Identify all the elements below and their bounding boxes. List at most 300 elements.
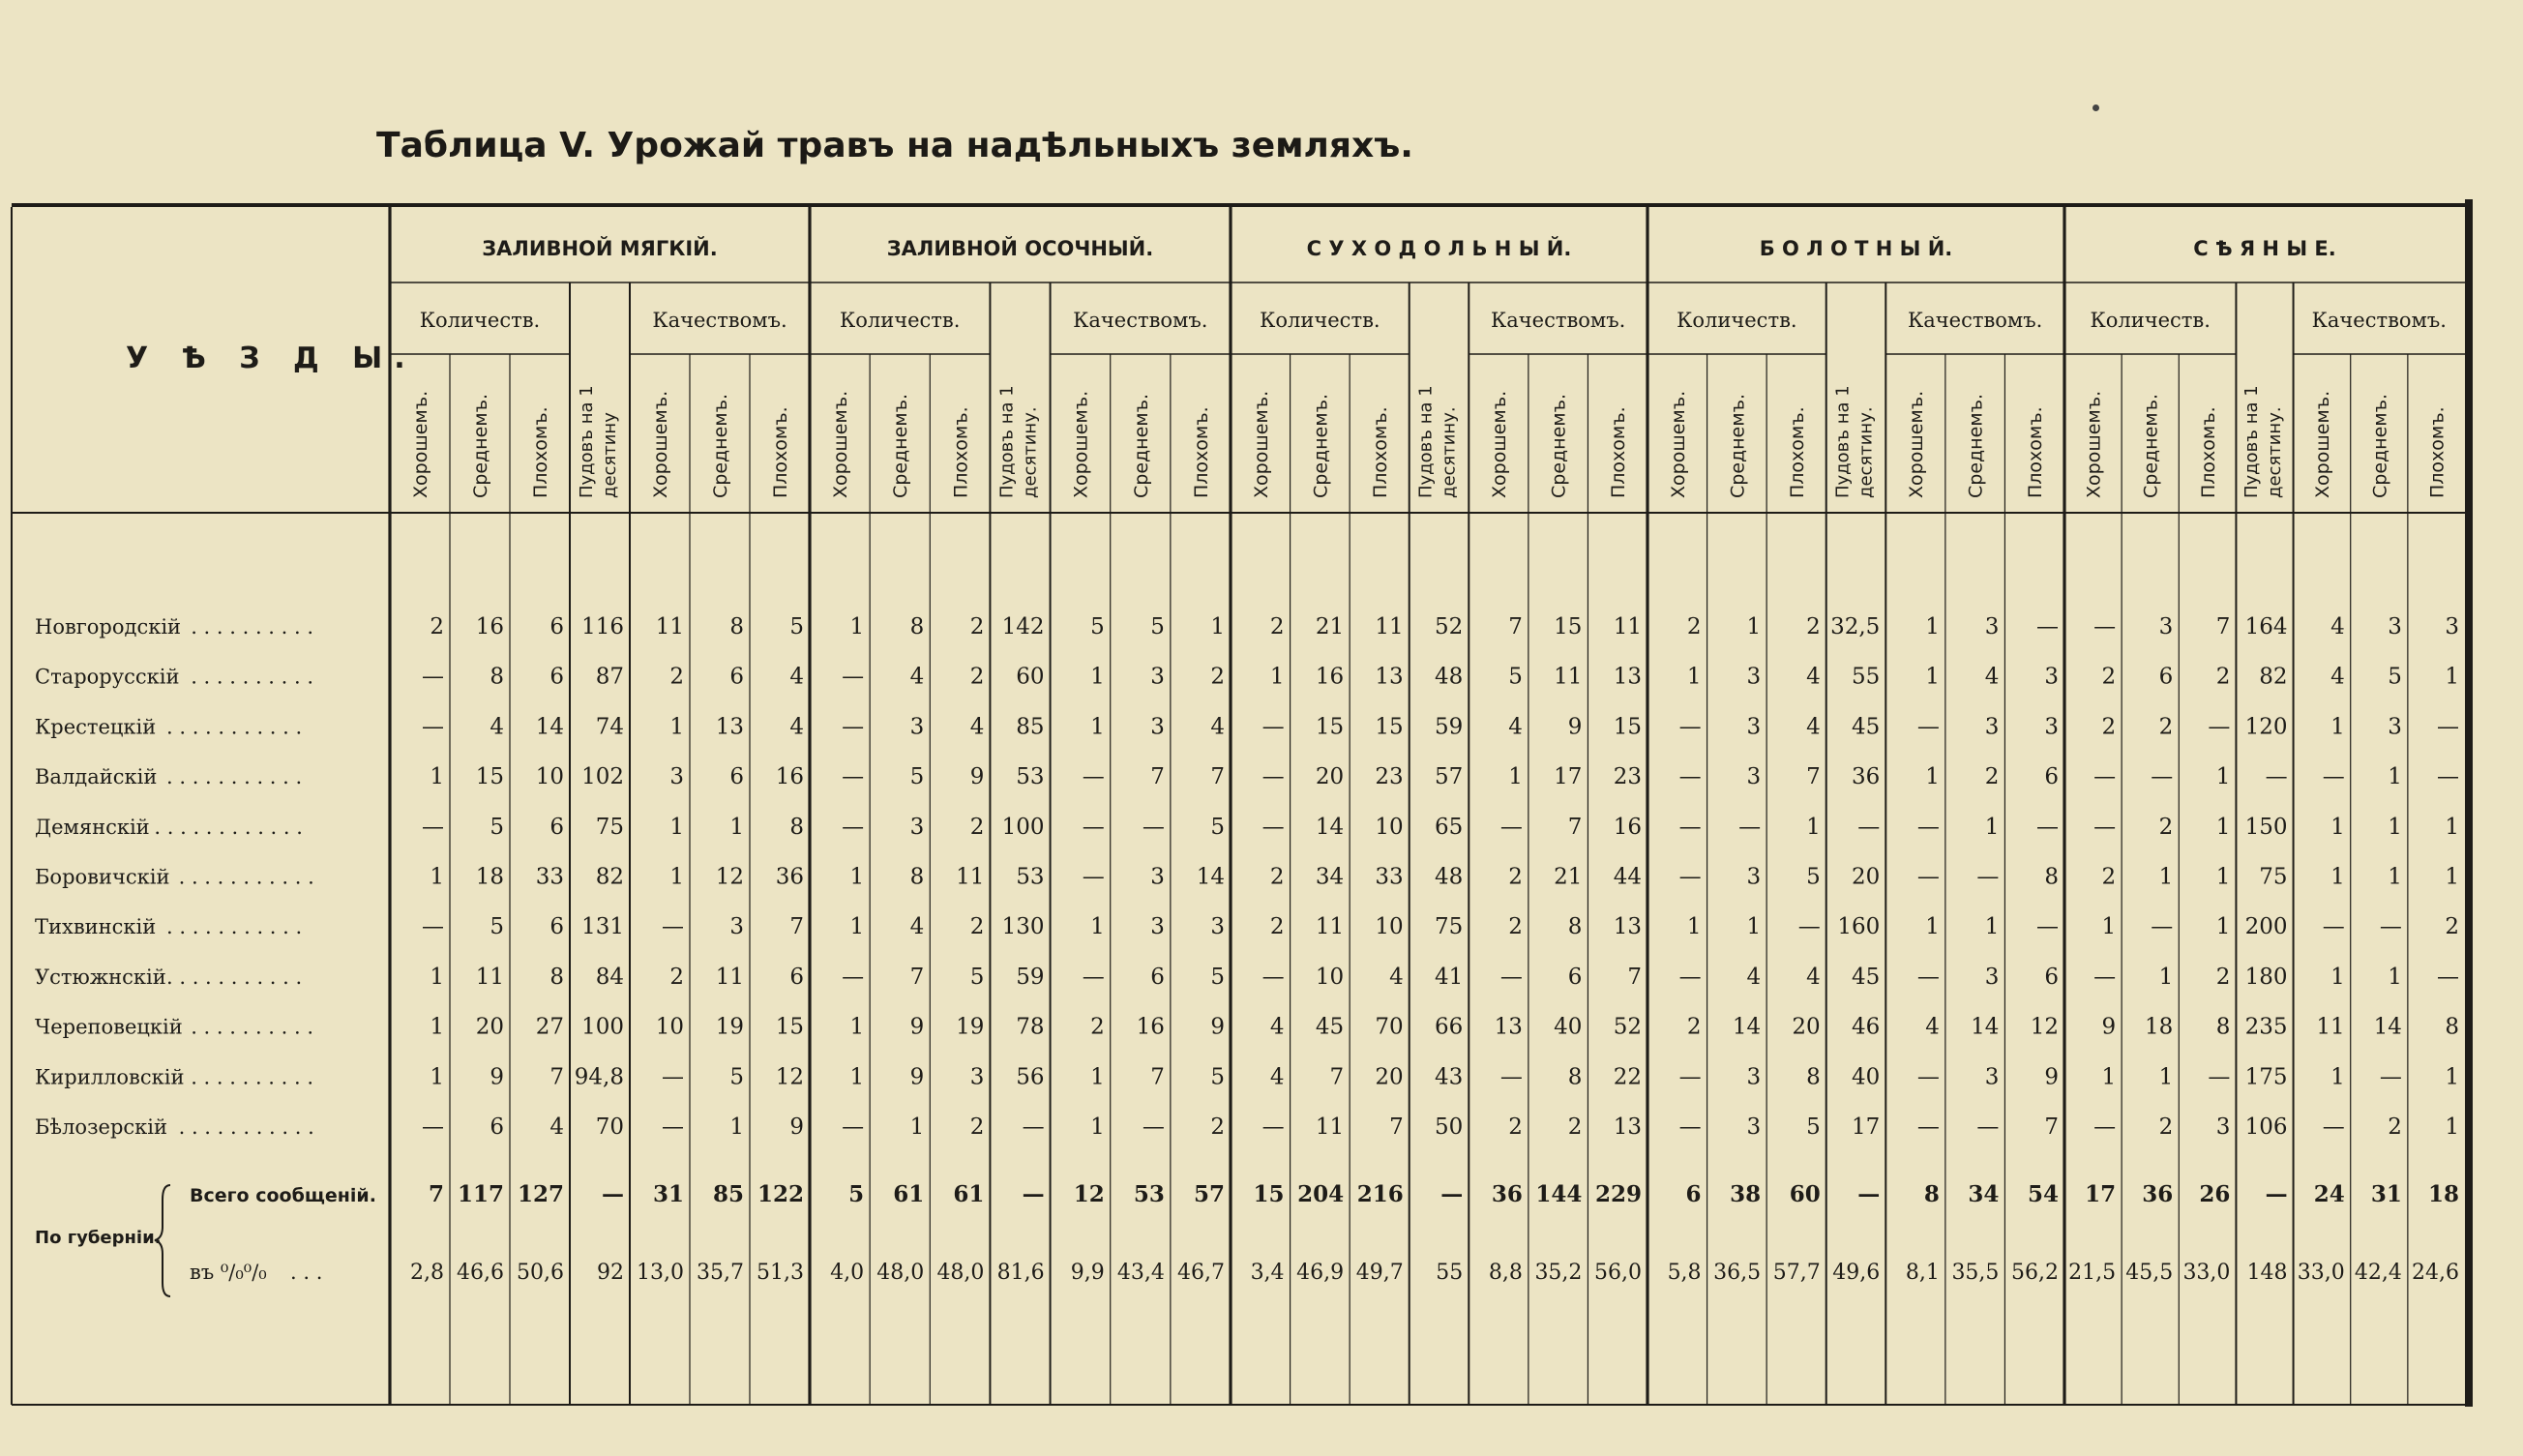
table-cell: — (1797, 914, 1821, 940)
table-cell: 4 (2330, 614, 2345, 639)
table-cell: 5 (969, 964, 985, 990)
table-cell: — (2036, 914, 2059, 940)
table-cell: 14 (1732, 1014, 1762, 1040)
table-cell: 59 (1435, 714, 1464, 740)
percent-cell: 48,0 (876, 1261, 925, 1285)
column-header: десятину. (1439, 406, 1460, 498)
column-header: Плохомъ. (530, 406, 551, 498)
table-cell: 52 (1613, 1014, 1642, 1040)
table-cell: — (1678, 714, 1702, 740)
percent-cell: 92 (597, 1261, 624, 1285)
table-cell: 8 (909, 614, 925, 639)
table-cell: 9 (1567, 714, 1583, 740)
table-cell: — (1916, 714, 1940, 740)
table-cell: 10 (655, 1014, 684, 1040)
table-cell: 14 (2373, 1014, 2402, 1040)
total-cell: 54 (2027, 1181, 2059, 1207)
total-cell: — (2265, 1181, 2288, 1207)
percent-cell: 24,6 (2412, 1261, 2459, 1285)
table-cell: — (1082, 814, 1105, 840)
table-cell: — (2208, 714, 2231, 740)
column-header: десятину (600, 412, 620, 498)
percent-cell: 56,2 (2011, 1261, 2059, 1285)
percent-cell: 33,0 (2297, 1261, 2345, 1285)
table-cell: 4 (1984, 664, 2000, 690)
column-header: Плохомъ. (1786, 406, 1808, 498)
table-cell: 19 (956, 1014, 985, 1040)
leader-dots: . . . . . . . . . . . (166, 715, 303, 739)
column-header: Плохомъ. (770, 406, 791, 498)
table-cell: 87 (595, 664, 624, 690)
table-cell: 1 (849, 1014, 865, 1040)
table-cell: — (842, 1114, 865, 1140)
table-cell: — (842, 664, 865, 690)
table-cell: 4 (549, 1114, 564, 1140)
table-cell: 4 (1925, 1014, 1940, 1040)
table-cell: — (1678, 814, 1702, 840)
table-cell: 8 (2445, 1014, 2459, 1040)
table-cell: 1 (2158, 964, 2174, 990)
district-name: Крестецкій (35, 715, 157, 739)
column-header: Хорошемъ. (650, 390, 671, 498)
leader-dots: . . . . . . . . . . . (178, 865, 314, 889)
table-cell: 1 (430, 1064, 444, 1090)
table-cell: 3 (1150, 664, 1165, 690)
table-cell: 11 (2316, 1014, 2345, 1040)
table-cell: 11 (715, 964, 744, 990)
table-cell: 2 (1269, 864, 1285, 890)
table-cell: 14 (1196, 864, 1225, 890)
table-cell: 1 (430, 864, 444, 890)
table-cell: 11 (1613, 614, 1642, 639)
table-cell: 16 (775, 764, 804, 790)
total-cell: 6 (1685, 1181, 1702, 1207)
table-cell: 2 (2158, 814, 2174, 840)
section-title: ЗАЛИВНОЙ ОСОЧНЫЙ. (886, 237, 1154, 260)
table-cell: 10 (1375, 914, 1404, 940)
table-cell: 60 (1016, 664, 1045, 690)
subheader-quality: Качествомъ. (1907, 309, 2043, 332)
total-cell: 127 (517, 1181, 564, 1207)
table-cell: — (1142, 814, 1165, 840)
table-cell: 33 (1375, 864, 1404, 890)
table-cell: 7 (1329, 1064, 1345, 1090)
table-cell: 46 (1852, 1014, 1881, 1040)
table-cell: 1 (2101, 1064, 2117, 1090)
percent-cell: 55 (1436, 1261, 1464, 1285)
table-cell: 2 (1210, 1114, 1225, 1140)
table-cell: 3 (1746, 1064, 1762, 1090)
table-cell: 1 (2215, 764, 2231, 790)
table-cell: 1 (1090, 1064, 1105, 1090)
table-cell: 8 (789, 814, 804, 840)
total-cell: 5 (848, 1181, 865, 1207)
column-header: Среднемъ. (890, 393, 912, 498)
table-cell: 235 (2244, 1014, 2288, 1040)
table-cell: 12 (775, 1064, 804, 1090)
table-cell: 100 (1001, 814, 1045, 840)
table-cell: — (662, 1064, 684, 1090)
province-label: По губерніи. (35, 1228, 162, 1248)
table-cell: 17 (1852, 1114, 1881, 1140)
table-cell: 11 (1315, 914, 1345, 940)
table-cell: 1 (2158, 864, 2174, 890)
table-cell: 5 (2388, 664, 2402, 690)
section-title: С Ѣ Я Н Ы Е. (2193, 237, 2336, 260)
column-header: Плохомъ. (2426, 406, 2449, 498)
total-cell: — (1022, 1181, 1045, 1207)
table-cell: 20 (475, 1014, 504, 1040)
table-cell: — (2093, 964, 2117, 990)
total-cell: 144 (1535, 1181, 1583, 1207)
column-header: Хорошемъ. (2312, 390, 2334, 498)
table-cell: 50 (1435, 1114, 1464, 1140)
column-header: Хорошемъ. (830, 390, 852, 498)
column-header: Хорошемъ. (1489, 390, 1511, 498)
table-cell: 7 (1567, 814, 1583, 840)
table-cell: 17 (1554, 764, 1583, 790)
column-header: Хорошемъ. (1906, 390, 1928, 498)
table-cell: 5 (1806, 1114, 1821, 1140)
table-cell: 1 (1746, 914, 1762, 940)
column-header: Среднемъ. (1130, 393, 1152, 498)
table-cell: — (1916, 1064, 1940, 1090)
table-cell: 2 (2445, 914, 2459, 940)
table-cell: 43 (1435, 1064, 1464, 1090)
table-cell: 82 (595, 864, 624, 890)
table-cell: 4 (1269, 1014, 1285, 1040)
table-cell: 9 (909, 1064, 925, 1090)
column-header: Пудовъ на 1 (577, 385, 597, 498)
table-cell: 150 (2244, 814, 2288, 840)
table-cell: 2 (1269, 914, 1285, 940)
table-cell: 1 (1746, 614, 1762, 639)
table-cell: — (1857, 814, 1881, 840)
table-cell: 1 (2101, 914, 2117, 940)
table-cell: 20 (1315, 764, 1345, 790)
table-cell: 5 (1210, 1064, 1225, 1090)
section-title: ЗАЛИВНОЙ МЯГКІЙ. (482, 237, 718, 260)
table-cell: 27 (535, 1014, 564, 1040)
table-cell: 75 (1435, 914, 1464, 940)
table-cell: 9 (490, 1064, 504, 1090)
table-cell: 2 (1984, 764, 2000, 790)
table-cell: 14 (1971, 1014, 2000, 1040)
table-cell: 36 (775, 864, 804, 890)
column-header: Среднемъ. (1727, 393, 1749, 498)
total-cell: 204 (1297, 1181, 1345, 1207)
table-cell: 5 (1210, 814, 1225, 840)
total-cell: 60 (1789, 1181, 1821, 1207)
total-cell: — (1857, 1181, 1881, 1207)
table-cell: 4 (1210, 714, 1225, 740)
table-cell: 32,5 (1830, 614, 1881, 639)
total-cell: — (1440, 1181, 1464, 1207)
table-cell: — (1916, 964, 1940, 990)
table-cell: 1 (669, 814, 684, 840)
table-cell: 3 (1150, 914, 1165, 940)
table-cell: 1 (1984, 814, 2000, 840)
table-cell: 45 (1315, 1014, 1345, 1040)
table-cell: 3 (1150, 714, 1165, 740)
table-cell: 160 (1837, 914, 1881, 940)
table-cell: 7 (2215, 614, 2231, 639)
table-cell: 6 (549, 814, 564, 840)
subheader-quantity: Количеств. (1260, 309, 1380, 332)
table-cell: 57 (1435, 764, 1464, 790)
table-cell: 15 (1554, 614, 1583, 639)
table-cell: 7 (1389, 1114, 1404, 1140)
table-cell: — (422, 914, 444, 940)
table-cell: — (1976, 864, 2000, 890)
percent-cell: 9,9 (1070, 1261, 1105, 1285)
table-cell: 6 (2044, 964, 2059, 990)
table-cell: — (1499, 1064, 1523, 1090)
table-cell: 1 (1925, 914, 1940, 940)
table-cell: 6 (1150, 964, 1165, 990)
table-cell: 5 (1150, 614, 1165, 639)
table-cell: 1 (1090, 914, 1105, 940)
table-cell: — (2322, 764, 2345, 790)
table-cell: 4 (789, 664, 804, 690)
total-cell: 24 (2313, 1181, 2345, 1207)
table-cell: — (1262, 1114, 1285, 1140)
table-cell: — (2437, 714, 2459, 740)
table-cell: — (1142, 1114, 1165, 1140)
table-cell: 40 (1554, 1014, 1583, 1040)
table-cell: 4 (1746, 964, 1762, 990)
table-cell: — (422, 814, 444, 840)
table-cell: 15 (475, 764, 504, 790)
percent-cell: 45,5 (2125, 1261, 2174, 1285)
table-cell: 14 (535, 714, 564, 740)
table-cell: 13 (1375, 664, 1404, 690)
table-cell: — (1262, 764, 1285, 790)
table-cell: 34 (1315, 864, 1345, 890)
table-cell: — (2093, 764, 2117, 790)
leader-dots: . . . . . . . . . . . (166, 765, 303, 789)
percent-cell: 8,8 (1488, 1261, 1523, 1285)
table-cell: 1 (1090, 1114, 1105, 1140)
district-name: Тихвинскій (35, 915, 157, 939)
table-cell: — (1499, 964, 1523, 990)
table-cell: 7 (909, 964, 925, 990)
table-cell: 3 (2044, 664, 2059, 690)
table-cell: — (422, 1114, 444, 1140)
table-cell: 16 (475, 614, 504, 639)
table-cell: — (662, 914, 684, 940)
table-cell: 6 (729, 664, 744, 690)
table-cell: — (2093, 814, 2117, 840)
table-cell: 1 (2330, 714, 2345, 740)
table-cell: 3 (1150, 864, 1165, 890)
table-cell: 1 (1925, 764, 1940, 790)
table-cell: 2 (2215, 964, 2231, 990)
table-cell: 3 (969, 1064, 985, 1090)
table-cell: 2 (1090, 1014, 1105, 1040)
table-cell: 5 (490, 814, 504, 840)
district-name: Кирилловскій (35, 1065, 185, 1089)
table-cell: 6 (1567, 964, 1583, 990)
total-cell: 38 (1730, 1181, 1762, 1207)
table-cell: 65 (1435, 814, 1464, 840)
table-cell: — (1916, 864, 1940, 890)
column-header: Хорошемъ. (1667, 390, 1689, 498)
table-cell: 7 (1150, 1064, 1165, 1090)
table-cell: 13 (715, 714, 744, 740)
district-name: Валдайскій (35, 765, 158, 789)
section-title: С У Х О Д О Л Ь Н Ы Й. (1306, 237, 1572, 260)
table-cell: 48 (1435, 864, 1464, 890)
leader-dots: . . . . . . . . . . (191, 615, 314, 639)
table-cell: 1 (2330, 814, 2345, 840)
table-cell: 2 (2388, 1114, 2402, 1140)
total-cell: 31 (652, 1181, 684, 1207)
table-cell: 175 (2244, 1064, 2288, 1090)
column-header: Хорошемъ. (1250, 390, 1272, 498)
table-cell: 6 (549, 664, 564, 690)
table-cell: 13 (1613, 1114, 1642, 1140)
column-header: Пудовъ на 1 (1415, 385, 1437, 498)
table-cell: 5 (490, 914, 504, 940)
leader-dots: . . . . . . . . . . . . (154, 815, 303, 839)
table-cell: — (662, 1114, 684, 1140)
table-cell: 19 (715, 1014, 744, 1040)
percent-cell: 51,3 (757, 1261, 804, 1285)
total-cell: 34 (1968, 1181, 2000, 1207)
column-header: Пудовъ на 1 (996, 385, 1018, 498)
table-cell: 45 (1852, 714, 1881, 740)
table-cell: 4 (2330, 664, 2345, 690)
column-header: Среднемъ. (470, 393, 491, 498)
column-header: Среднемъ. (1548, 393, 1570, 498)
table-cell: 2 (430, 614, 444, 639)
table-cell: — (2208, 1064, 2231, 1090)
table-cell: 4 (909, 664, 925, 690)
table-cell: 18 (475, 864, 504, 890)
column-header: Хорошемъ. (1070, 390, 1092, 498)
table-cell: 9 (909, 1014, 925, 1040)
table-cell: 10 (1315, 964, 1345, 990)
table-cell: 3 (1746, 714, 1762, 740)
table-cell: 1 (1925, 614, 1940, 639)
percent-cell: 49,6 (1832, 1261, 1881, 1285)
leader-dots: . . . . . . . . . . (191, 665, 314, 689)
table-cell: 4 (1508, 714, 1523, 740)
table-cell: — (1678, 764, 1702, 790)
table-cell: 1 (2330, 864, 2345, 890)
percent-cell: 21,5 (2068, 1261, 2117, 1285)
table-cell: — (1262, 814, 1285, 840)
table-cell: 2 (669, 664, 684, 690)
percent-cell: 50,6 (517, 1261, 564, 1285)
column-header: Пудовъ на 1 (1832, 385, 1854, 498)
district-name: Бѣлозерскій (35, 1115, 168, 1139)
column-header: Плохомъ. (1608, 406, 1630, 498)
table-cell: 53 (1016, 864, 1045, 890)
table-cell: 4 (1806, 964, 1821, 990)
column-header: Плохомъ. (1190, 406, 1212, 498)
table-cell: — (2437, 964, 2459, 990)
table-cell: 3 (2044, 714, 2059, 740)
subheader-quantity: Количеств. (2090, 309, 2211, 332)
total-cell: 85 (712, 1181, 744, 1207)
percent-cell: 57,7 (1772, 1261, 1821, 1285)
table-cell: 1 (2445, 1114, 2459, 1140)
table-cell: 1 (2445, 664, 2459, 690)
brace (155, 1185, 170, 1296)
total-cell: 8 (1923, 1181, 1940, 1207)
table-cell: 11 (1375, 614, 1404, 639)
table-cell: 2 (1806, 614, 1821, 639)
table-cell: 4 (909, 914, 925, 940)
table-cell: 6 (729, 764, 744, 790)
total-cell: 117 (457, 1181, 504, 1207)
table-cell: 1 (1090, 664, 1105, 690)
table-cell: — (1022, 1114, 1045, 1140)
table-cell: 3 (2158, 614, 2174, 639)
table-cell: 3 (1984, 714, 2000, 740)
table-cell: 1 (849, 1064, 865, 1090)
percent-cell: 8,1 (1905, 1261, 1940, 1285)
total-cell: 12 (1073, 1181, 1105, 1207)
total-cell: 7 (428, 1181, 444, 1207)
table-cell: 142 (1001, 614, 1045, 639)
table-cell: 8 (549, 964, 564, 990)
table-cell: — (2093, 1114, 2117, 1140)
table-cell: — (1082, 864, 1105, 890)
column-header: десятину. (1855, 406, 1877, 498)
table-cell: 8 (909, 864, 925, 890)
total-cell: 216 (1356, 1181, 1404, 1207)
table-cell: 1 (2445, 814, 2459, 840)
table-cell: 3 (1746, 764, 1762, 790)
column-header: Плохомъ. (2025, 406, 2047, 498)
table-cell: — (842, 714, 865, 740)
leader-dots: . . . . . . . . . . . (166, 965, 303, 989)
table-cell: 7 (789, 914, 804, 940)
table-cell: — (842, 764, 865, 790)
total-cell: 18 (2427, 1181, 2459, 1207)
table-cell: 18 (2145, 1014, 2174, 1040)
table-cell: — (2322, 1114, 2345, 1140)
percent-cell: 35,5 (1951, 1261, 2000, 1285)
table-cell: 55 (1852, 664, 1881, 690)
percent-cell: 33,0 (2182, 1261, 2231, 1285)
table-cell: 9 (969, 764, 985, 790)
table-cell: 75 (2259, 864, 2288, 890)
district-name: Новгородскій (35, 615, 182, 639)
subheader-quality: Качествомъ. (1073, 309, 1208, 332)
table-cell: 13 (1494, 1014, 1523, 1040)
district-name: Устюжнскій (35, 965, 166, 989)
column-header: Среднемъ. (2140, 393, 2162, 498)
table-cell: 16 (1613, 814, 1642, 840)
table-cell: 15 (1613, 714, 1642, 740)
table-cell: 48 (1435, 664, 1464, 690)
table-cell: — (2322, 914, 2345, 940)
table-cell: 2 (2101, 664, 2117, 690)
table-cell: 82 (2259, 664, 2288, 690)
column-header: Среднемъ. (2369, 393, 2391, 498)
leader-dots: . . . . . . . . . . (191, 1015, 314, 1039)
table-cell: 200 (2244, 914, 2288, 940)
table-cell: 3 (2388, 714, 2402, 740)
table-cell: 2 (2215, 664, 2231, 690)
total-label: Всего сообщеній. (190, 1185, 376, 1206)
column-header: Среднемъ. (710, 393, 731, 498)
table-cell: 10 (535, 764, 564, 790)
